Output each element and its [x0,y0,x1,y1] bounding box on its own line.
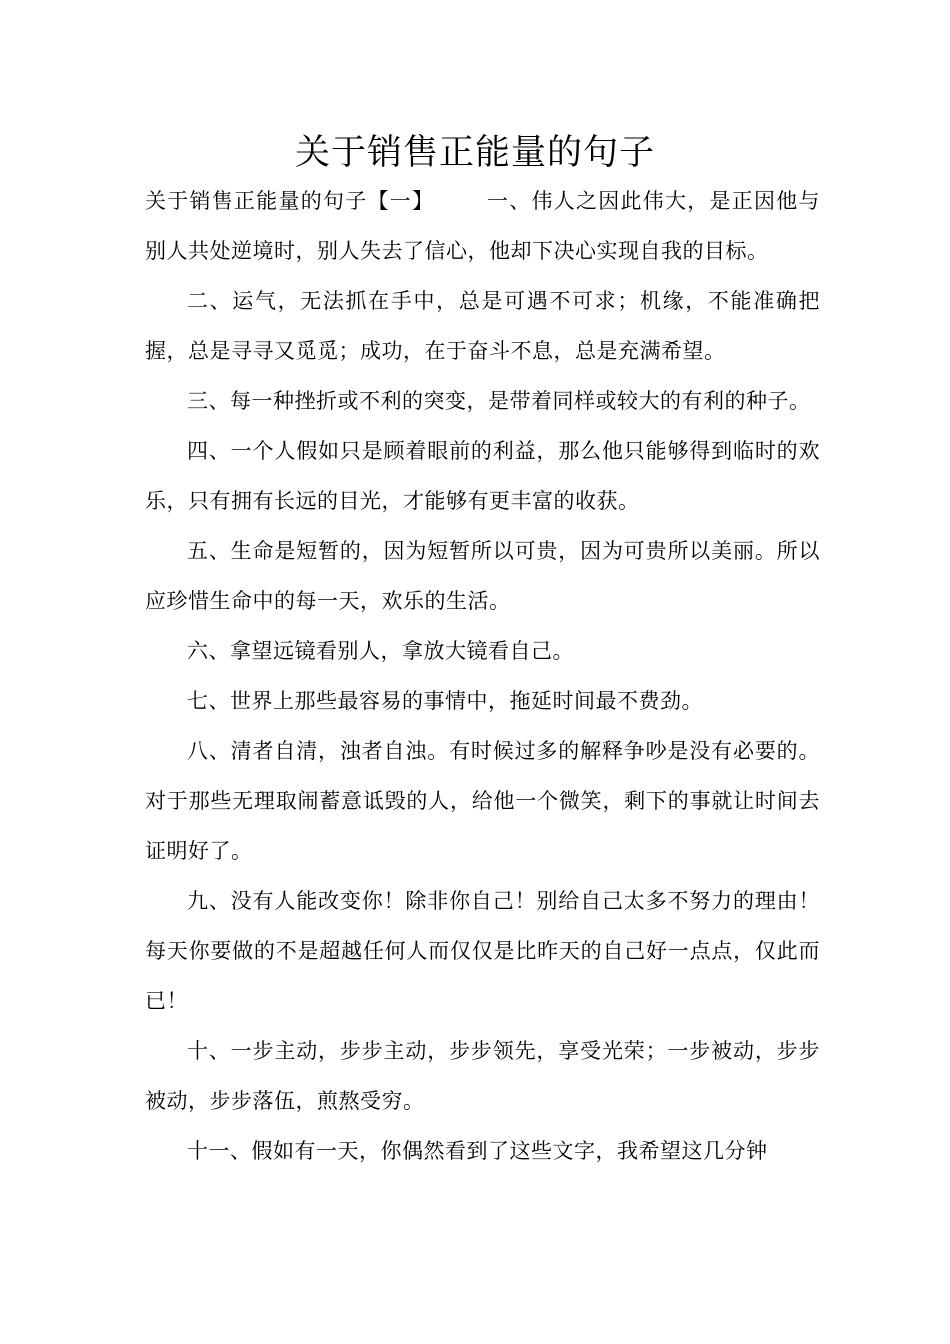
paragraph: 九、没有人能改变你！除非你自己！别给自己太多不努力的理由！每天你要做的不是超越任何人而仅仅是比昨天的自己好一点点，仅此而已！ [145,889,820,1013]
paragraph-text: 一、伟人之因此伟大，是正因他与别人共处逆境时，别人失去了信心，他却下决心实现自我的目标。 [145,189,820,263]
paragraph: 二、运气，无法抓在手中，总是可遇不可求；机缘，不能准确把握，总是寻寻又觅觅；成功，在于奋斗不息，总是充满希望。 [145,289,820,363]
document-body [145,176,820,1176]
paragraph: 四、一个人假如只是顾着眼前的利益，那么他只能够得到临时的欢乐，只有拥有长远的目光，才能够有更丰富的收获。 [145,439,820,513]
paragraph: 十一、假如有一天，你偶然看到了这些文字，我希望这几分钟 [187,1139,768,1163]
paragraph: 八、清者自清，浊者自浊。有时候过多的解释争吵是没有必要的。对于那些无理取闹蓄意诋毁的人，给他一个微笑，剩下的事就让时间去证明好了。 [145,739,820,863]
paragraph: 三、每一种挫折或不利的突变，是带着同样或较大的有利的种子。 [187,389,811,413]
paragraph: 六、拿望远镜看别人，拿放大镜看自己。 [187,639,574,663]
paragraph: 七、世界上那些最容易的事情中，拖延时间最不费劲。 [187,689,703,713]
paragraph: 十、一步主动，步步主动，步步领先，享受光荣；一步被动，步步被动，步步落伍，煎熬受穷。 [145,1039,820,1113]
section-heading: 关于销售正能量的句子【一】 [145,189,435,213]
paragraph-intro [145,176,820,276]
page-title: 关于销售正能量的句子 [294,133,655,173]
paragraph: 五、生命是短暂的，因为短暂所以可贵，因为可贵所以美丽。所以应珍惜生命中的每一天，欢乐的生活。 [145,539,820,613]
